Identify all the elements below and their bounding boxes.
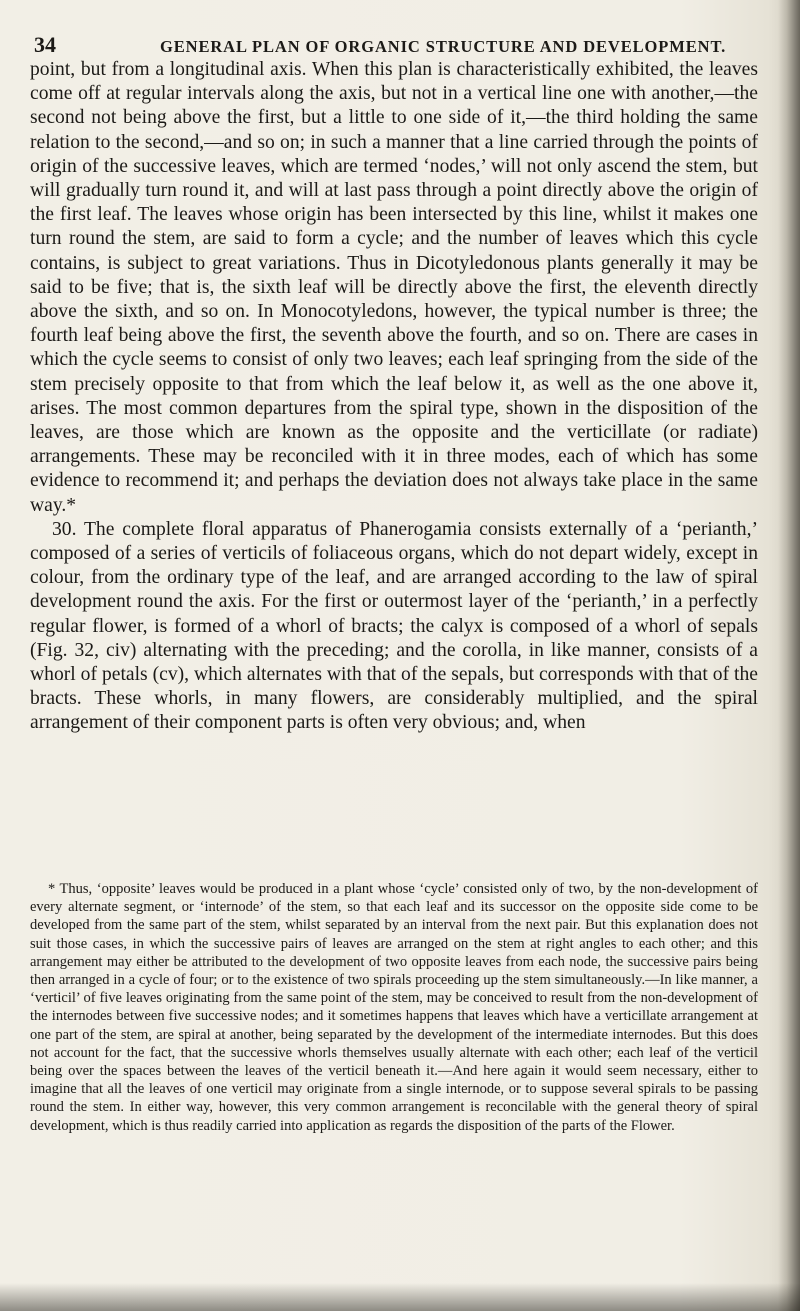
bottom-edge-shadow	[0, 1283, 800, 1311]
footnote-text: * Thus, ‘opposite’ leaves would be produced in a plant whose ‘cycle’ consisted only of two, by the non-development of every alternate segment, or ‘internode’ of the stem, so that each leaf and its successor on the opposite side come to be developed from the same part of the stem, whilst separated by an interval from the next pair. But this explanation does not suit those cases, in which the successive pairs of leaves are arranged on the stem at right angles to each other; and this arrangement may either be attributed to the development of two opposite leaves from each node, the successive pairs being then arranged in a cycle of four; or to the existence of two spirals proceeding up the stem simultaneously.—In like manner, a ‘verticil’ of five leaves originating from the same point of the stem, may be conceived to result from the non-development of the internodes between five successive nodes; and it sometimes happens that leaves which have a verticillate arrangement at one part of the stem, are spiral at another, being separated by the development of the intermediate internodes. But this does not account for the fact, that the successive whorls themselves usually alternate with each other; each leaf of the verticil being over the spaces between the leaves of the verticil beneath it.—And here again it would seem necessary, either to imagine that all the leaves of one verticil may originate from a single internode, or to suppose several spirals to be passing round the stem. In either way, however, this very common arrangement is reconcilable with the general theory of spiral development, which is thus readily carried into application as regards the disposition of the parts of the Flower.	[30, 881, 758, 1134]
page-number: 34	[34, 32, 56, 57]
paragraph: 30. The complete floral apparatus of Phanerogamia consists externally of a ‘perianth,’ composed of a series of verticils of foliaceous organs, which do not depart widely, except in colour, from the ordinary type of the leaf, and are arranged according to the law of spiral development round the axis. For the first or outermost layer of the ‘perianth,’ in a perfectly regular flower, is formed of a whorl of bracts; the calyx is composed of a whorl of sepals (Fig. 32, civ) alternating with the preceding; and the corolla, in like manner, consists of a whorl of petals (cv), which alternates with that of the sepals, but corresponds with that of the bracts. These whorls, in many flowers, are considerably multiplied, and the spiral arrangement of their component parts is often very obvious; and, when	[30, 518, 758, 734]
running-head: GENERAL PLAN OF ORGANIC STRUCTURE AND DEVELOPMENT.	[160, 37, 727, 56]
main-text	[30, 58, 758, 736]
page-edge-shadow	[778, 0, 800, 1311]
paragraph: point, but from a longitudinal axis. When this plan is characteristically exhibited, the leaves come off at regular intervals along the axis, but not in a vertical line one with another,—the second not being above the first, but a little to one side of it,—the third holding the same relation to the second,—and so on; in such a manner that a line carried through the points of origin of the successive leaves, which are termed ‘nodes,’ will not only ascend the stem, but will gradually turn round it, and will at last pass through a point directly above the origin of the first leaf. The leaves whose origin has been intersected by this line, whilst it makes one turn round the stem, are said to form a cycle; and the number of leaves which this cycle contains, is subject to great variations. Thus in Dicotyledonous plants generally it may be said to be five; that is, the sixth leaf will be directly above the first, the eleventh directly above the sixth, and so on. In Monocotyledons, however, the typical number is three; the fourth leaf being above the first, the seventh above the fourth, and so on. There are cases in which the cycle seems to consist of only two leaves; each leaf springing from the side of the stem precisely opposite to that from which the leaf below it, as well as the one above it, arises. The most common departures from the spiral type, shown in the disposition of the leaves, are those which are known as the opposite and the verticillate (or radiate) arrangements. These may be reconciled with it in three modes, each of which has some evidence to recommend it; and perhaps the deviation does not always take place in the same way.*	[30, 59, 758, 516]
page-header	[20, 30, 760, 60]
footnote	[30, 880, 758, 1135]
